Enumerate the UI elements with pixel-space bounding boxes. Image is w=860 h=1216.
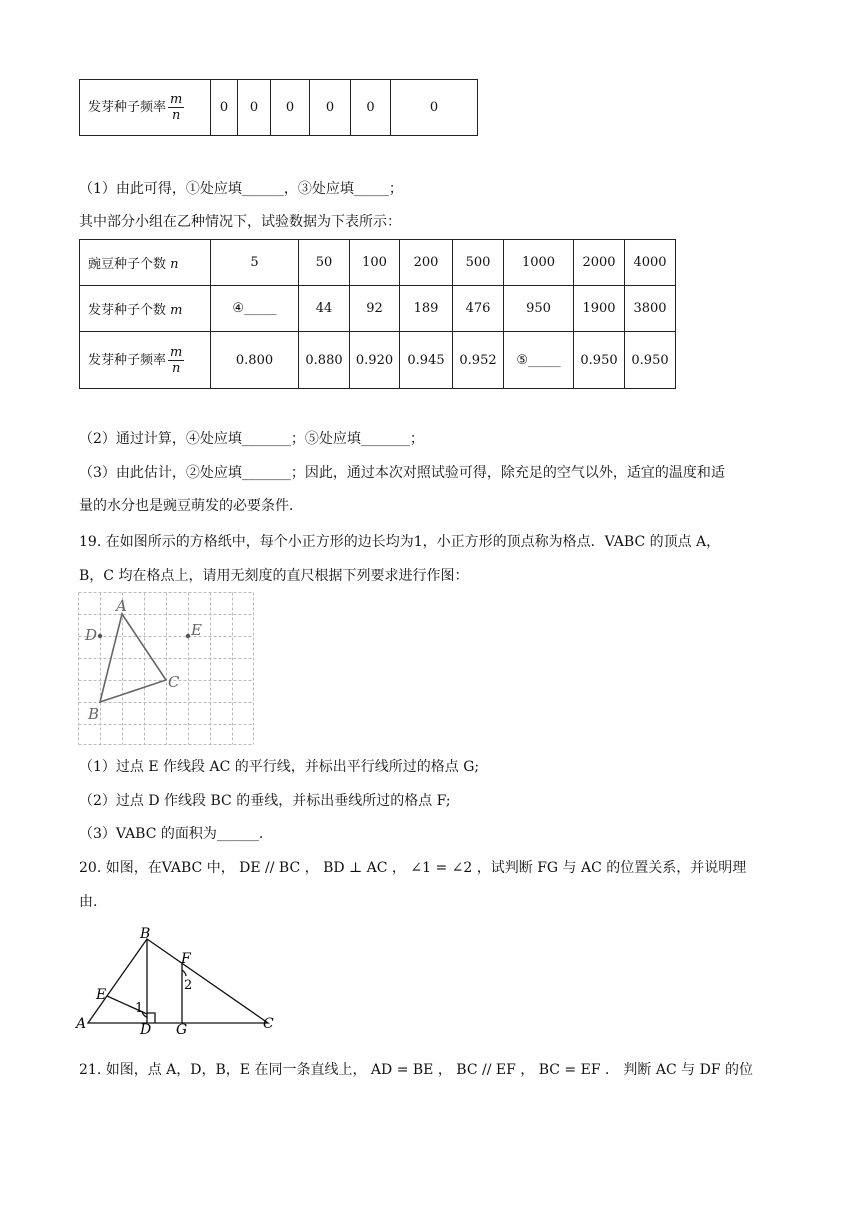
row-label: 发芽种子个数 xyxy=(88,303,167,318)
q21-line1: 21. 如图，点 A，D，B，E 在同一条直线上， AD = BE ， BC // EF ， BC = EF ． 判断 AC 与 DF 的位 xyxy=(79,1062,753,1078)
label-d: D xyxy=(85,626,98,644)
table-cell: 0.800 xyxy=(211,332,299,389)
q18-intro: 其中部分小组在乙种情况下，试验数据为下表所示： xyxy=(79,214,401,230)
row-label: 发芽种子频率 xyxy=(88,352,167,368)
table-cell: 2000 xyxy=(574,240,625,286)
label-c: C xyxy=(168,673,180,691)
frac-num: m xyxy=(170,92,183,107)
triangle-abc-q20 xyxy=(88,939,268,1023)
label-b: B xyxy=(88,705,100,723)
point-e xyxy=(186,634,190,638)
table-cell: 0.880 xyxy=(299,332,350,389)
table-cell: 3800 xyxy=(625,286,676,332)
q18-part2: （2）通过计算，④处应填_______；⑤处应填_______； xyxy=(79,431,424,447)
table-cell: 950 xyxy=(504,286,574,332)
q18-part1: （1）由此可得，①处应填______，③处应填_____； xyxy=(79,181,403,197)
fraction-m-over-n xyxy=(168,92,184,123)
table-cell: 0.950 xyxy=(574,332,625,389)
table-cell: 189 xyxy=(400,286,453,332)
table-cell: 0 xyxy=(351,80,391,136)
frequency-label: 发芽种子频率 xyxy=(88,100,167,115)
q20-line2: 由. xyxy=(79,894,98,910)
table-cell: 44 xyxy=(299,286,350,332)
germination-frequency-table-top xyxy=(79,79,478,136)
label-c-q20: C xyxy=(263,1016,274,1032)
table-row xyxy=(80,332,676,389)
triangle-figure-q20 xyxy=(74,924,286,1036)
frequency-label-cell xyxy=(80,80,211,136)
q18-part3-line2: 量的水分也是豌豆萌发的必要条件． xyxy=(79,498,303,514)
q19-part2: （2）过点 D 作线段 BC 的垂线，并标出垂线所过的格点 F; xyxy=(79,793,451,809)
table-cell: 50 xyxy=(299,240,350,286)
q19-line1: 19. 在如图所示的方格纸中，每个小正方形的边长均为1，小正方形的顶点称为格点．VABC 的顶点 A， xyxy=(79,534,721,550)
label-angle-2: 2 xyxy=(184,978,193,993)
row-var: n xyxy=(170,257,179,272)
table-cell: 0 xyxy=(271,80,310,136)
frac-den: n xyxy=(171,360,181,376)
label-angle-1: 1 xyxy=(135,1001,144,1016)
label-e-q20: E xyxy=(96,987,107,1003)
table-cell: ⑤_____ xyxy=(504,332,574,389)
point-d xyxy=(98,634,102,638)
fraction-m-over-n xyxy=(168,345,184,376)
label-a: A xyxy=(116,597,127,615)
row-label: 豌豆种子个数 xyxy=(88,257,167,272)
label-d-q20: D xyxy=(140,1022,152,1036)
table-cell: 476 xyxy=(453,286,504,332)
label-b-q20: B xyxy=(140,926,151,942)
table-cell: 200 xyxy=(400,240,453,286)
label-e: E xyxy=(191,621,202,639)
germination-table xyxy=(79,239,676,389)
label-g-q20: G xyxy=(176,1022,188,1036)
grid-lines xyxy=(79,593,254,745)
q19-line2: B，C 均在格点上，请用无刻度的直尺根据下列要求进行作图： xyxy=(79,568,469,584)
q18-part3-line1: （3）由此估计，②处应填_______；因此，通过本次对照试验可得，除充足的空气以外，适宜的温度和适 xyxy=(79,465,725,481)
table-cell: 0.950 xyxy=(625,332,676,389)
q20-line1: 20. 如图，在VABC 中， DE // BC ， BD ⊥ AC ， ∠1 = ∠2 ，试判断 FG 与 AC 的位置关系，并说明理 xyxy=(79,860,747,876)
row-label-cell xyxy=(80,240,211,286)
label-f-q20: F xyxy=(181,951,191,967)
table-cell: 0 xyxy=(238,80,271,136)
q19-part3: （3）VABC 的面积为______. xyxy=(79,826,264,842)
row-label-cell xyxy=(80,332,211,389)
grid-figure xyxy=(78,592,256,746)
table-cell: 0 xyxy=(310,80,351,136)
table-cell: 4000 xyxy=(625,240,676,286)
table-cell: 1000 xyxy=(504,240,574,286)
table-cell: 5 xyxy=(211,240,299,286)
table-cell: 0 xyxy=(211,80,238,136)
table-cell: 100 xyxy=(350,240,400,286)
q19-part1: （1）过点 E 作线段 AC 的平行线，并标出平行线所过的格点 G; xyxy=(79,759,480,775)
table-cell: ④_____ xyxy=(211,286,299,332)
table-cell: 0 xyxy=(391,80,478,136)
table-cell: 92 xyxy=(350,286,400,332)
table-row xyxy=(80,240,676,286)
table-row xyxy=(80,286,676,332)
frac-num: m xyxy=(170,344,183,360)
table-cell: 0.952 xyxy=(453,332,504,389)
label-a-q20: A xyxy=(76,1016,87,1032)
table-cell: 500 xyxy=(453,240,504,286)
row-label-cell xyxy=(80,286,211,332)
table-cell: 0.945 xyxy=(400,332,453,389)
row-var: m xyxy=(170,303,183,318)
table-cell: 1900 xyxy=(574,286,625,332)
frac-den: n xyxy=(171,108,181,123)
table-cell: 0.920 xyxy=(350,332,400,389)
